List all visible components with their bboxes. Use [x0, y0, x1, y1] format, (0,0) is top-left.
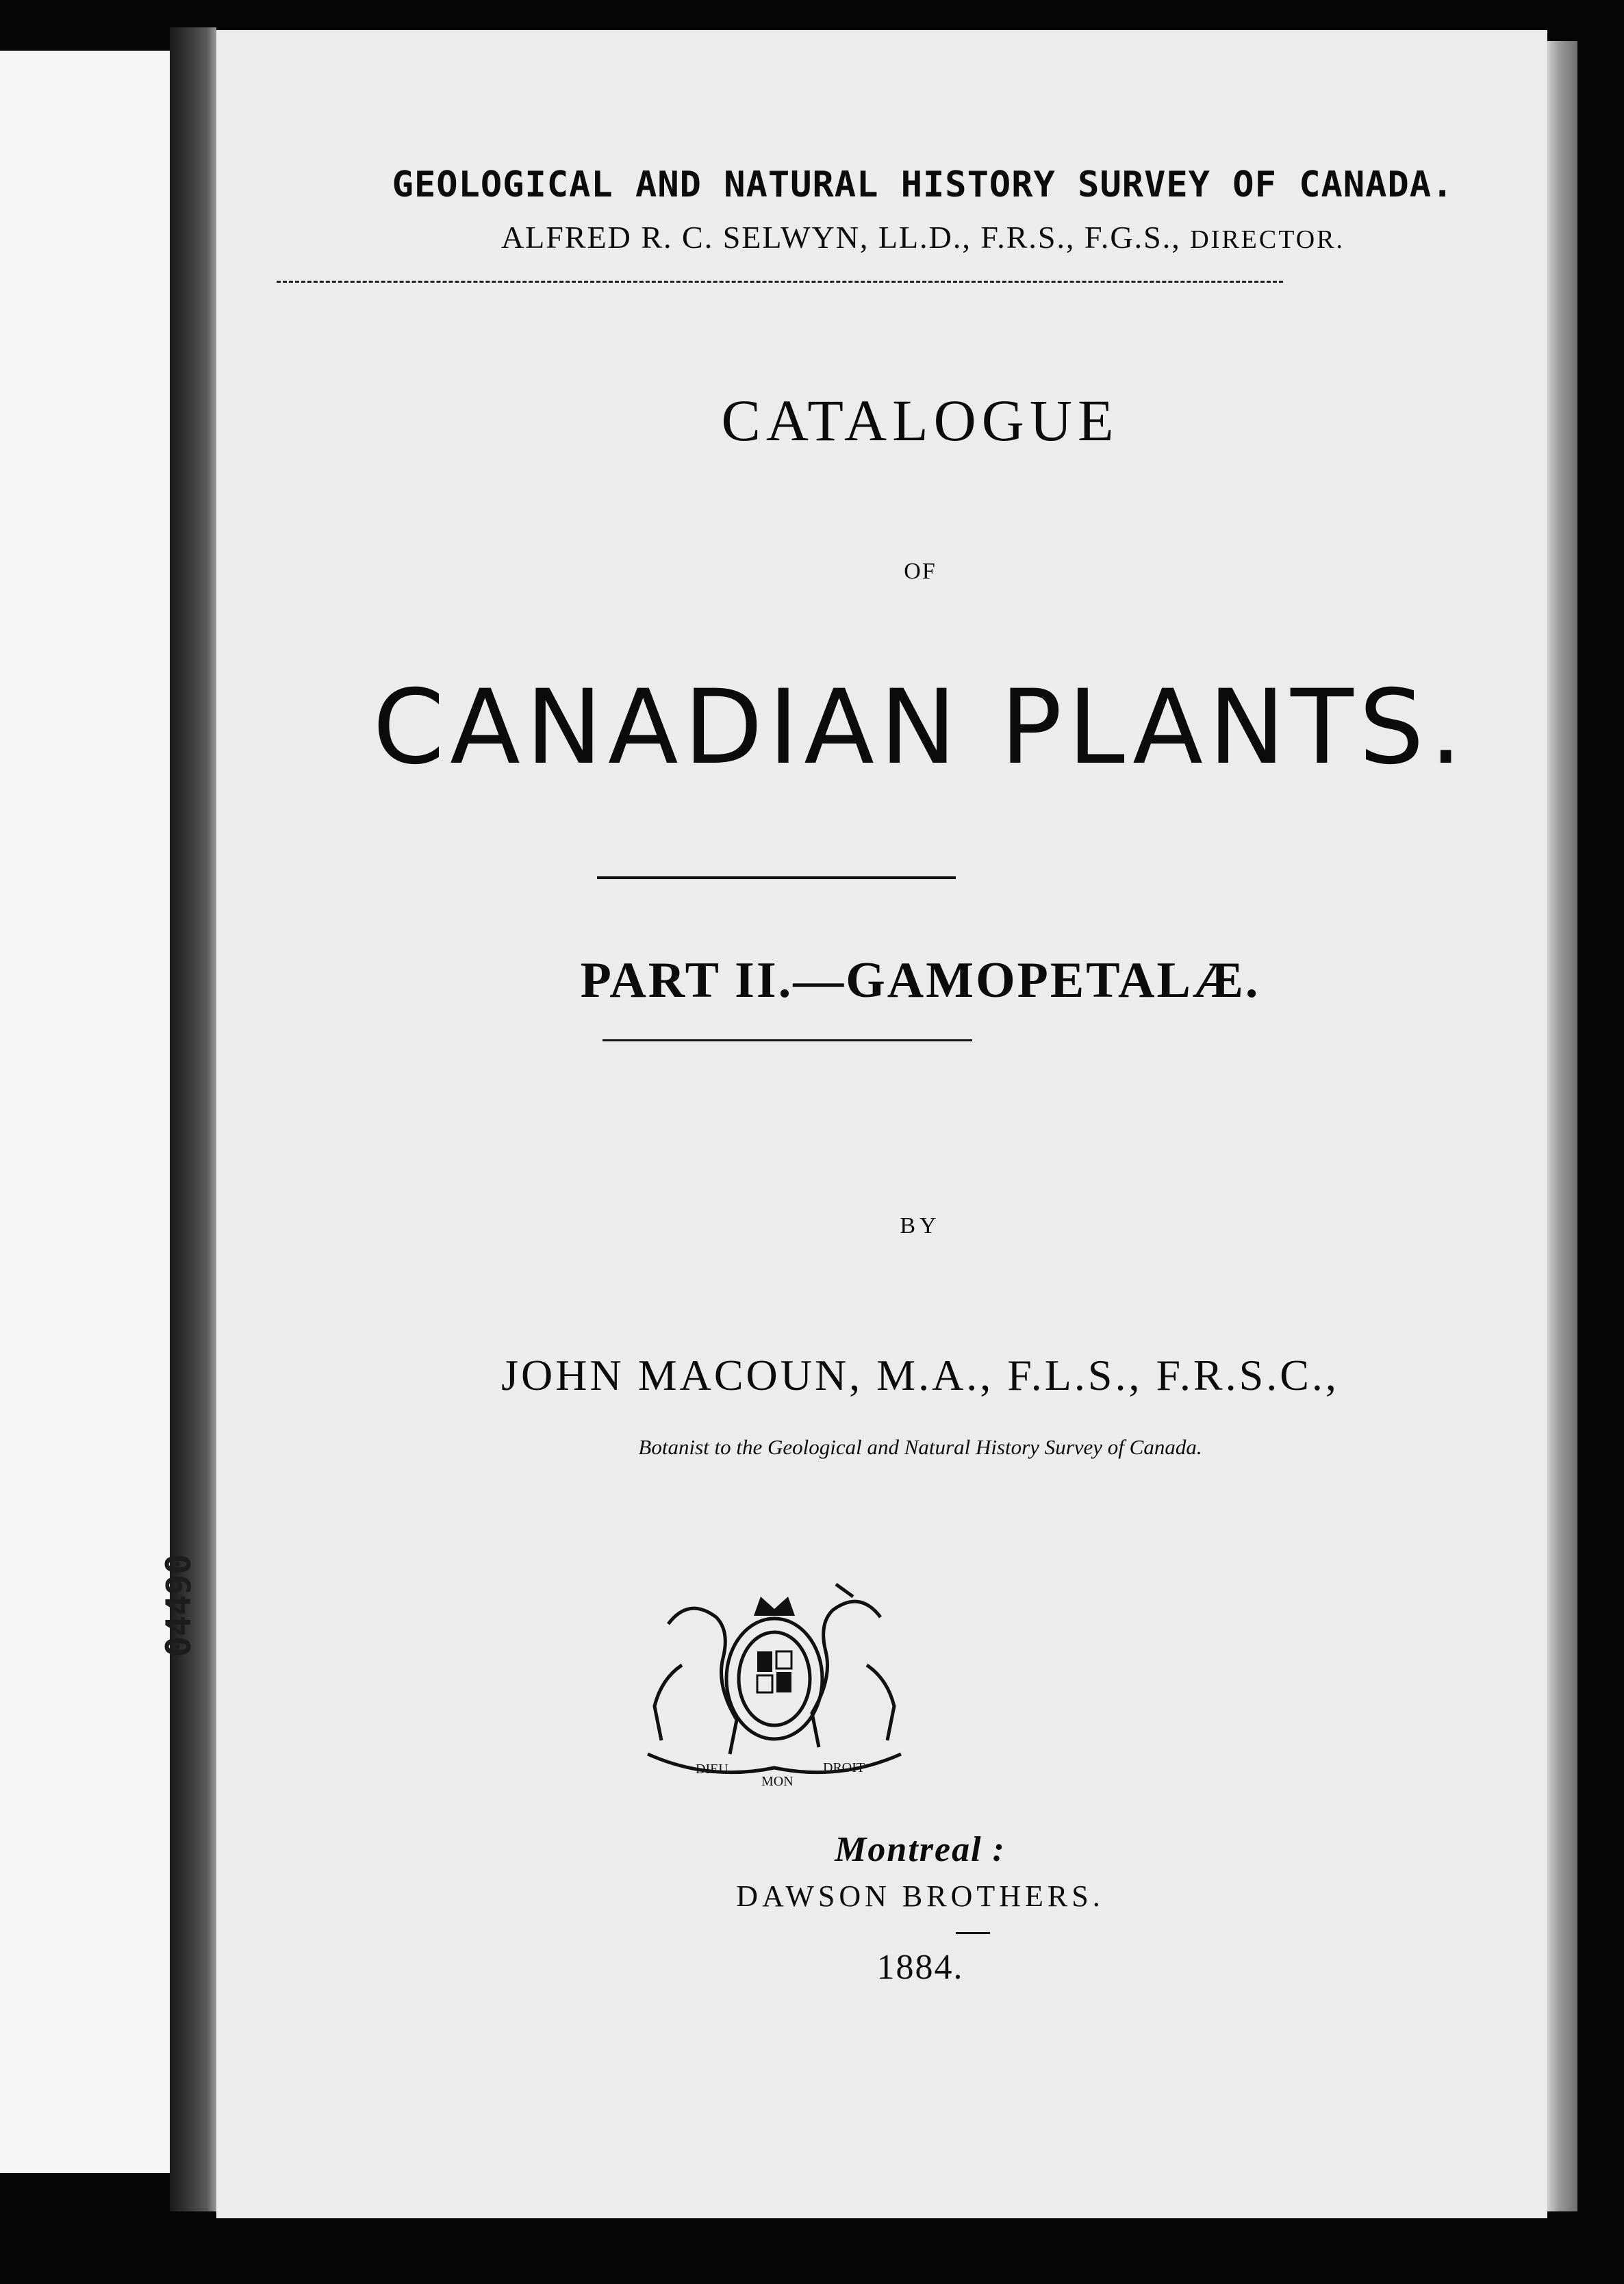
catalogue-title: CATALOGUE	[721, 388, 1119, 453]
unicorn-horn	[836, 1584, 853, 1597]
main-title: CANADIAN PLANTS.	[372, 668, 1468, 787]
motto-left: DIEU	[696, 1762, 728, 1777]
motto-right: DROIT	[823, 1760, 865, 1775]
quarter-2	[776, 1651, 791, 1668]
title-rule	[597, 876, 956, 879]
lion-icon	[655, 1608, 737, 1754]
shield-outline	[739, 1632, 810, 1725]
imprint-city: Montreal :	[835, 1830, 1006, 1869]
crown-icon	[754, 1597, 795, 1616]
director-line	[257, 219, 1588, 255]
unicorn-icon	[812, 1601, 894, 1747]
header-rule	[277, 281, 1283, 283]
royal-coat-of-arms-icon	[627, 1583, 922, 1795]
part-title: PART II.—GAMOPETALÆ.	[580, 952, 1260, 1008]
survey-heading: GEOLOGICAL AND NATURAL HISTORY SURVEY OF CANADA.	[392, 164, 1454, 205]
imprint-publisher: DAWSON BROTHERS.	[736, 1879, 1104, 1913]
motto-center: MON	[761, 1774, 794, 1789]
book-spine	[170, 27, 216, 2211]
by-word: BY	[900, 1213, 941, 1239]
author-name: JOHN MACOUN, M.A., F.L.S., F.R.S.C.,	[501, 1351, 1339, 1399]
of-word: OF	[904, 559, 937, 584]
imprint-rule	[956, 1932, 990, 1934]
margin-stamp: 04490	[159, 1553, 199, 1657]
title-page	[216, 30, 1547, 2218]
quarter-3	[757, 1675, 772, 1692]
garter-ring	[726, 1619, 822, 1739]
imprint-year: 1884.	[876, 1948, 964, 1987]
facing-page	[0, 51, 170, 2173]
quarter-4	[776, 1672, 791, 1692]
author-position: Botanist to the Geological and Natural History Survey of Canada.	[638, 1435, 1202, 1459]
quarter-1	[757, 1651, 772, 1672]
director-name: ALFRED R. C. SELWYN, LL.D., F.R.S., F.G.S.,	[500, 220, 1191, 255]
part-rule	[602, 1039, 972, 1041]
director-role: DIRECTOR.	[1190, 225, 1345, 254]
